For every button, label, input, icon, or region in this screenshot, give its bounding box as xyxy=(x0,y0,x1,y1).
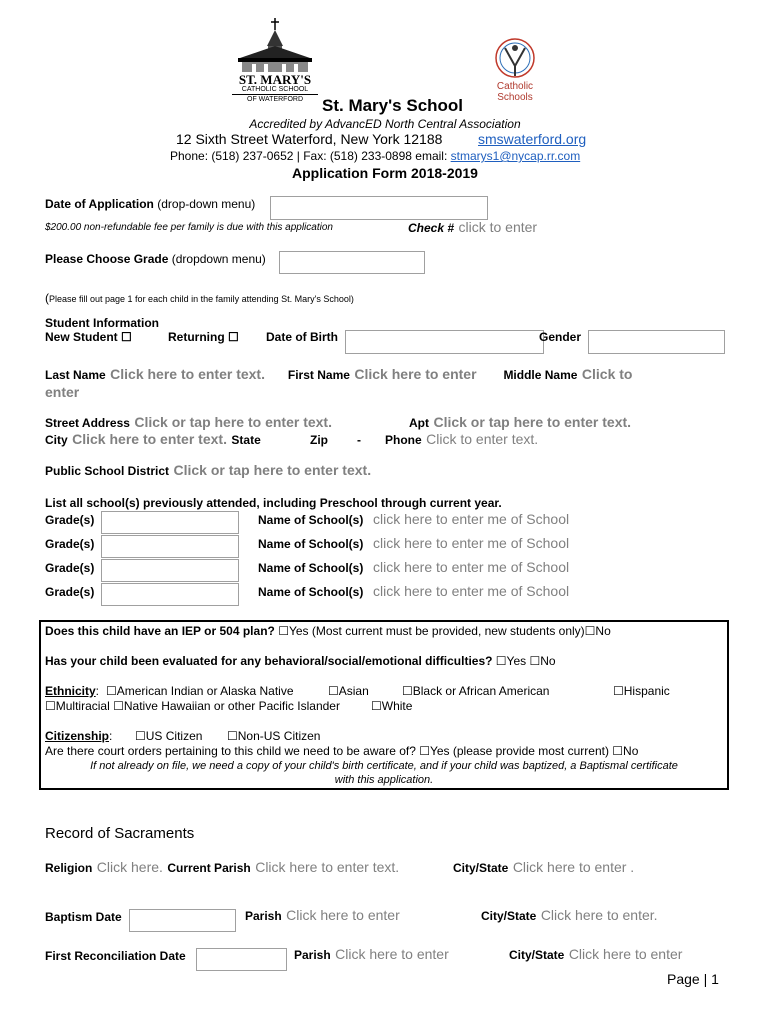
school-name-label: Name of School(s) xyxy=(258,561,364,575)
baptism-citystate-input[interactable]: Click here to enter. xyxy=(540,907,658,923)
website-link[interactable]: smswaterford.org xyxy=(478,131,587,147)
reconciliation-citystate-label: City/State xyxy=(509,948,565,962)
ethnicity-white-checkbox[interactable]: ☐White xyxy=(371,699,413,713)
zip-label: Zip xyxy=(310,433,328,447)
eval-question: Has your child been evaluated for any behavioral/social/emotional difficulties? xyxy=(45,654,493,668)
grade-title: Please Choose Grade xyxy=(45,252,169,266)
grade-label xyxy=(45,252,266,266)
street-label: Street Address xyxy=(45,416,130,430)
ethnicity-colon: : xyxy=(95,684,100,698)
non-us-citizen-checkbox[interactable]: ☐Non-US Citizen xyxy=(227,729,321,743)
phone-row xyxy=(385,431,538,449)
catholic-schools-emblem-icon xyxy=(491,36,539,82)
grade-row-field[interactable] xyxy=(101,583,239,606)
contact-info xyxy=(170,149,580,163)
district-row xyxy=(45,462,371,480)
district-label: Public School District xyxy=(45,464,170,478)
school-name-label: Name of School(s) xyxy=(258,585,364,599)
reconciliation-date-field[interactable] xyxy=(196,948,287,971)
grade-row-label: Grade(s) xyxy=(45,585,95,599)
date-of-application-field[interactable] xyxy=(270,196,488,220)
reconciliation-parish-input[interactable]: Click here to enter xyxy=(335,946,449,962)
st-marys-logo xyxy=(232,16,318,108)
iep-answer-checkboxes[interactable]: ☐Yes (Most current must be provided, new students only)☐No xyxy=(278,624,611,638)
baptism-date-label: Baptism Date xyxy=(45,910,122,924)
citizenship-row xyxy=(45,729,112,743)
last-name-input[interactable]: Click here to enter text. xyxy=(110,366,265,382)
grade-dropdown[interactable] xyxy=(279,251,425,274)
date-of-application-title: Date of Application xyxy=(45,197,154,211)
family-note-text: Please fill out page 1 for each child in the family attending St. Mary's School) xyxy=(49,294,354,304)
iep-question-row xyxy=(45,624,611,638)
ethnicity-black-checkbox[interactable]: ☐Black or African American xyxy=(402,684,550,698)
apt-row xyxy=(409,414,631,432)
district-input[interactable]: Click or tap here to enter text. xyxy=(173,462,372,478)
grade-row-label: Grade(s) xyxy=(45,513,95,527)
ethnicity-asian-checkbox[interactable]: ☐Asian xyxy=(328,684,369,698)
baptism-parish-label: Parish xyxy=(245,909,282,923)
religion-citystate-row xyxy=(453,859,634,877)
city-input[interactable]: Click here to enter text. xyxy=(72,431,227,447)
citizenship-colon: : xyxy=(109,729,113,743)
iep-question: Does this child have an IEP or 504 plan? xyxy=(45,624,275,638)
ethnicity-label: Ethnicity xyxy=(45,684,96,698)
schools-instruction: List all school(s) previously attended, including Preschool through current year. xyxy=(45,496,502,510)
ethnicity-multiracial-checkbox[interactable]: ☐Multiracial ☐Native Hawaiian or other Pacific Islander xyxy=(45,699,340,713)
logo-school-location: OF WATERFORD xyxy=(247,96,303,103)
school-name-input[interactable]: click here to enter me of School xyxy=(373,559,570,575)
school-name: St. Mary's School xyxy=(322,96,464,115)
apt-label: Apt xyxy=(409,416,429,430)
gender-field[interactable] xyxy=(588,330,725,354)
accreditation: Accredited by AdvancED North Central Association xyxy=(249,117,521,131)
citizenship-label: Citizenship xyxy=(45,729,110,743)
baptism-citystate-row xyxy=(481,907,658,925)
city-row xyxy=(45,431,261,449)
logo-catholic-text: Catholic xyxy=(496,81,534,92)
religion-label: Religion xyxy=(45,861,93,875)
middle-name-input-wrap[interactable]: enter xyxy=(45,384,80,400)
date-of-application-hint: (drop-down menu) xyxy=(157,197,256,211)
logo-school-name: ST. MARY'S xyxy=(238,72,312,87)
ethnicity-hispanic-checkbox[interactable]: ☐Hispanic xyxy=(613,684,670,698)
sacraments-title: Record of Sacraments xyxy=(45,825,195,842)
check-number xyxy=(408,219,537,237)
city-label: City xyxy=(45,433,68,447)
school-name-label: Name of School(s) xyxy=(258,513,364,527)
baptism-parish-input[interactable]: Click here to enter xyxy=(286,907,400,923)
first-name-input[interactable]: Click here to enter xyxy=(354,366,477,382)
family-note xyxy=(45,289,354,307)
form-title: Application Form 2018-2019 xyxy=(292,165,478,181)
street-input[interactable]: Click or tap here to enter text. xyxy=(134,414,332,430)
eval-answer-checkboxes[interactable]: ☐Yes ☐No xyxy=(495,654,556,668)
phone-input[interactable]: Click to enter text. xyxy=(426,431,539,447)
citystate-input[interactable]: Click here to enter . xyxy=(512,859,635,875)
name-row xyxy=(45,366,725,383)
last-name-label: Last Name xyxy=(45,368,106,382)
address: 12 Sixth Street Waterford, New York 12188 xyxy=(176,131,443,147)
date-of-application-label xyxy=(45,197,255,211)
middle-name-label: Middle Name xyxy=(503,368,578,382)
state-label: State xyxy=(231,433,261,447)
logo-school-subtitle: CATHOLIC SCHOOL xyxy=(232,86,318,95)
fee-note: $200.00 non-refundable fee per family is due with this application xyxy=(45,222,333,233)
grade-row-label: Grade(s) xyxy=(45,537,95,551)
school-name-input[interactable]: click here to enter me of School xyxy=(373,511,570,527)
us-citizen-checkbox[interactable]: ☐US Citizen xyxy=(135,729,203,743)
dob-label: Date of Birth xyxy=(266,330,338,344)
grade-row-field[interactable] xyxy=(101,535,239,558)
school-name-input[interactable]: click here to enter me of School xyxy=(373,583,570,599)
school-name-label: Name of School(s) xyxy=(258,537,364,551)
eval-question-row xyxy=(45,654,556,668)
baptism-parish-row xyxy=(245,907,400,925)
catholic-schools-logo xyxy=(491,36,539,108)
grade-row-label: Grade(s) xyxy=(45,561,95,575)
church-icon xyxy=(232,16,318,76)
reconciliation-citystate-row xyxy=(509,946,682,964)
citystate-label: City/State xyxy=(453,861,509,875)
grade-hint: (dropdown menu) xyxy=(171,252,266,266)
new-student-checkbox[interactable]: New Student ☐ xyxy=(45,330,132,344)
gender-label: Gender xyxy=(539,330,582,344)
returning-checkbox[interactable]: Returning ☐ xyxy=(168,330,239,344)
religion-input[interactable]: Click here. xyxy=(96,859,163,875)
reconciliation-parish-label: Parish xyxy=(294,948,331,962)
birth-certificate-note-cont: with this application. xyxy=(334,774,434,786)
school-name-input[interactable]: click here to enter me of School xyxy=(373,535,570,551)
court-orders-question[interactable]: Are there court orders pertaining to this child we need to be aware of? ☐Yes (please provide most current) ☐No xyxy=(45,744,639,758)
email-link[interactable]: stmarys1@nycap.rr.com xyxy=(450,149,581,163)
zip-separator: - xyxy=(357,433,361,447)
street-row xyxy=(45,414,332,432)
check-label: Check # xyxy=(408,221,455,235)
student-info-heading: Student Information xyxy=(45,316,159,330)
baptism-date-field[interactable] xyxy=(129,909,236,932)
apt-input[interactable]: Click or tap here to enter text. xyxy=(433,414,632,430)
ethnicity-american-indian-checkbox[interactable]: ☐American Indian or Alaska Native xyxy=(106,684,294,698)
contact-phone-fax: Phone: (518) 237-0652 | Fax: (518) 233-0898 email: xyxy=(170,149,448,163)
grade-row-field[interactable] xyxy=(101,559,239,582)
dob-field[interactable] xyxy=(345,330,544,354)
logo-schools-text: Schools xyxy=(497,92,533,103)
religion-row xyxy=(45,859,399,877)
first-name-label: First Name xyxy=(287,368,350,382)
ethnicity-row xyxy=(45,684,99,698)
birth-certificate-note: If not already on file, we need a copy of your child's birth certificate, and if your child was baptized, a Baptismal certificate xyxy=(90,760,678,772)
reconciliation-parish-row xyxy=(294,946,449,964)
middle-name-input[interactable]: Click to xyxy=(581,366,633,382)
page-number: Page | 1 xyxy=(667,971,719,987)
check-number-input[interactable]: click to enter xyxy=(458,219,538,235)
baptism-citystate-label: City/State xyxy=(481,909,537,923)
reconciliation-date-label: First Reconciliation Date xyxy=(45,949,186,963)
family-note-paren: ( xyxy=(45,291,49,305)
current-parish-input[interactable]: Click here to enter text. xyxy=(255,859,400,875)
reconciliation-citystate-input[interactable]: Click here to enter xyxy=(568,946,683,962)
phone-label: Phone xyxy=(385,433,422,447)
grade-row-field[interactable] xyxy=(101,511,239,534)
current-parish-label: Current Parish xyxy=(167,861,251,875)
